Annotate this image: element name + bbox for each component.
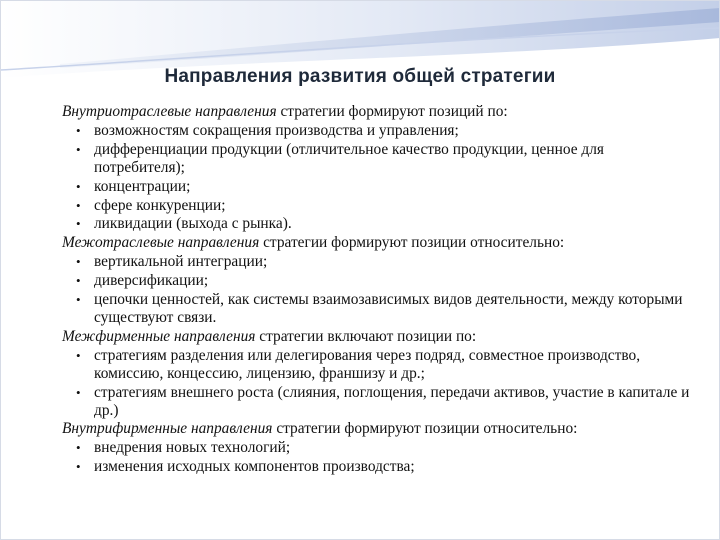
bullet-icon: • — [76, 141, 81, 157]
list-item — [76, 291, 692, 327]
bullet-icon: • — [76, 178, 81, 194]
section-intrafirm-list — [62, 439, 692, 476]
bullet-icon: • — [76, 292, 81, 308]
bullet-icon: • — [76, 459, 81, 475]
section-lead-italic: Межфирменные направления — [62, 327, 256, 345]
section-lead-italic: Внутрифирменные направления — [62, 420, 273, 438]
section-intraindustry-heading — [62, 103, 692, 121]
list-item-text: диверсификации; — [94, 272, 209, 290]
slide-content — [62, 103, 692, 477]
list-item-text: цепочки ценностей, как системы взаимозависимых видов деятельности, между которыми существуют связи. — [94, 291, 683, 326]
section-intraindustry-list — [62, 122, 692, 233]
list-item — [76, 253, 692, 271]
bullet-icon: • — [76, 254, 81, 270]
list-item-text: вертикальной интеграции; — [94, 253, 268, 271]
list-item-text: возможностям сокращения производства и управления; — [94, 121, 459, 139]
list-item-text: ликвидации (выхода с рынка). — [94, 215, 292, 233]
bullet-icon: • — [76, 273, 81, 289]
list-item — [76, 122, 692, 140]
section-interfirm-list — [62, 347, 692, 420]
list-item — [76, 458, 692, 476]
list-item-text: дифференциации продукции (отличительное качество продукции, ценное для потребителя); — [94, 140, 604, 176]
list-item-text: сфере конкуренции; — [94, 196, 226, 214]
bullet-icon: • — [76, 440, 81, 456]
section-lead-text: стратегии формируют позиции относительно: — [259, 234, 565, 252]
bullet-icon: • — [76, 347, 81, 363]
section-interindustry-heading — [62, 234, 692, 252]
page-title: Направления развития общей стратегии — [164, 66, 556, 87]
section-interindustry-list — [62, 253, 692, 327]
list-item — [76, 347, 692, 383]
list-item — [76, 178, 692, 196]
list-item — [76, 197, 692, 215]
bullet-icon: • — [76, 216, 81, 232]
section-lead-italic: Межотраслевые направления — [62, 234, 260, 252]
section-lead-text: стратегии формируют позиции относительно: — [272, 420, 578, 438]
section-intrafirm-heading — [62, 420, 692, 438]
list-item-text: концентрации; — [94, 177, 191, 195]
list-item-text: стратегиям разделения или делегирования через подряд, совместное производство, комиссию, концессию, лицензию, франшизу и др.; — [94, 346, 641, 382]
section-interfirm-heading — [62, 328, 692, 346]
list-item-text: стратегиям внешнего роста (слияния, поглощения, передачи активов, участие в капитале и др.) — [94, 383, 690, 419]
bullet-icon: • — [76, 197, 81, 213]
list-item — [76, 439, 692, 457]
section-lead-text: стратегии формируют позиций по: — [276, 103, 508, 120]
bullet-icon: • — [76, 122, 81, 138]
section-lead-italic: Внутриотраслевые направления — [62, 103, 277, 120]
list-item — [76, 215, 692, 233]
list-item-text: внедрения новых технологий; — [94, 439, 291, 457]
section-lead-text: стратегии включают позиции по: — [255, 327, 477, 345]
bullet-icon: • — [76, 384, 81, 400]
list-item — [76, 141, 692, 177]
list-item — [76, 272, 692, 290]
list-item-text: изменения исходных компонентов производства; — [94, 458, 415, 476]
list-item — [76, 384, 692, 420]
